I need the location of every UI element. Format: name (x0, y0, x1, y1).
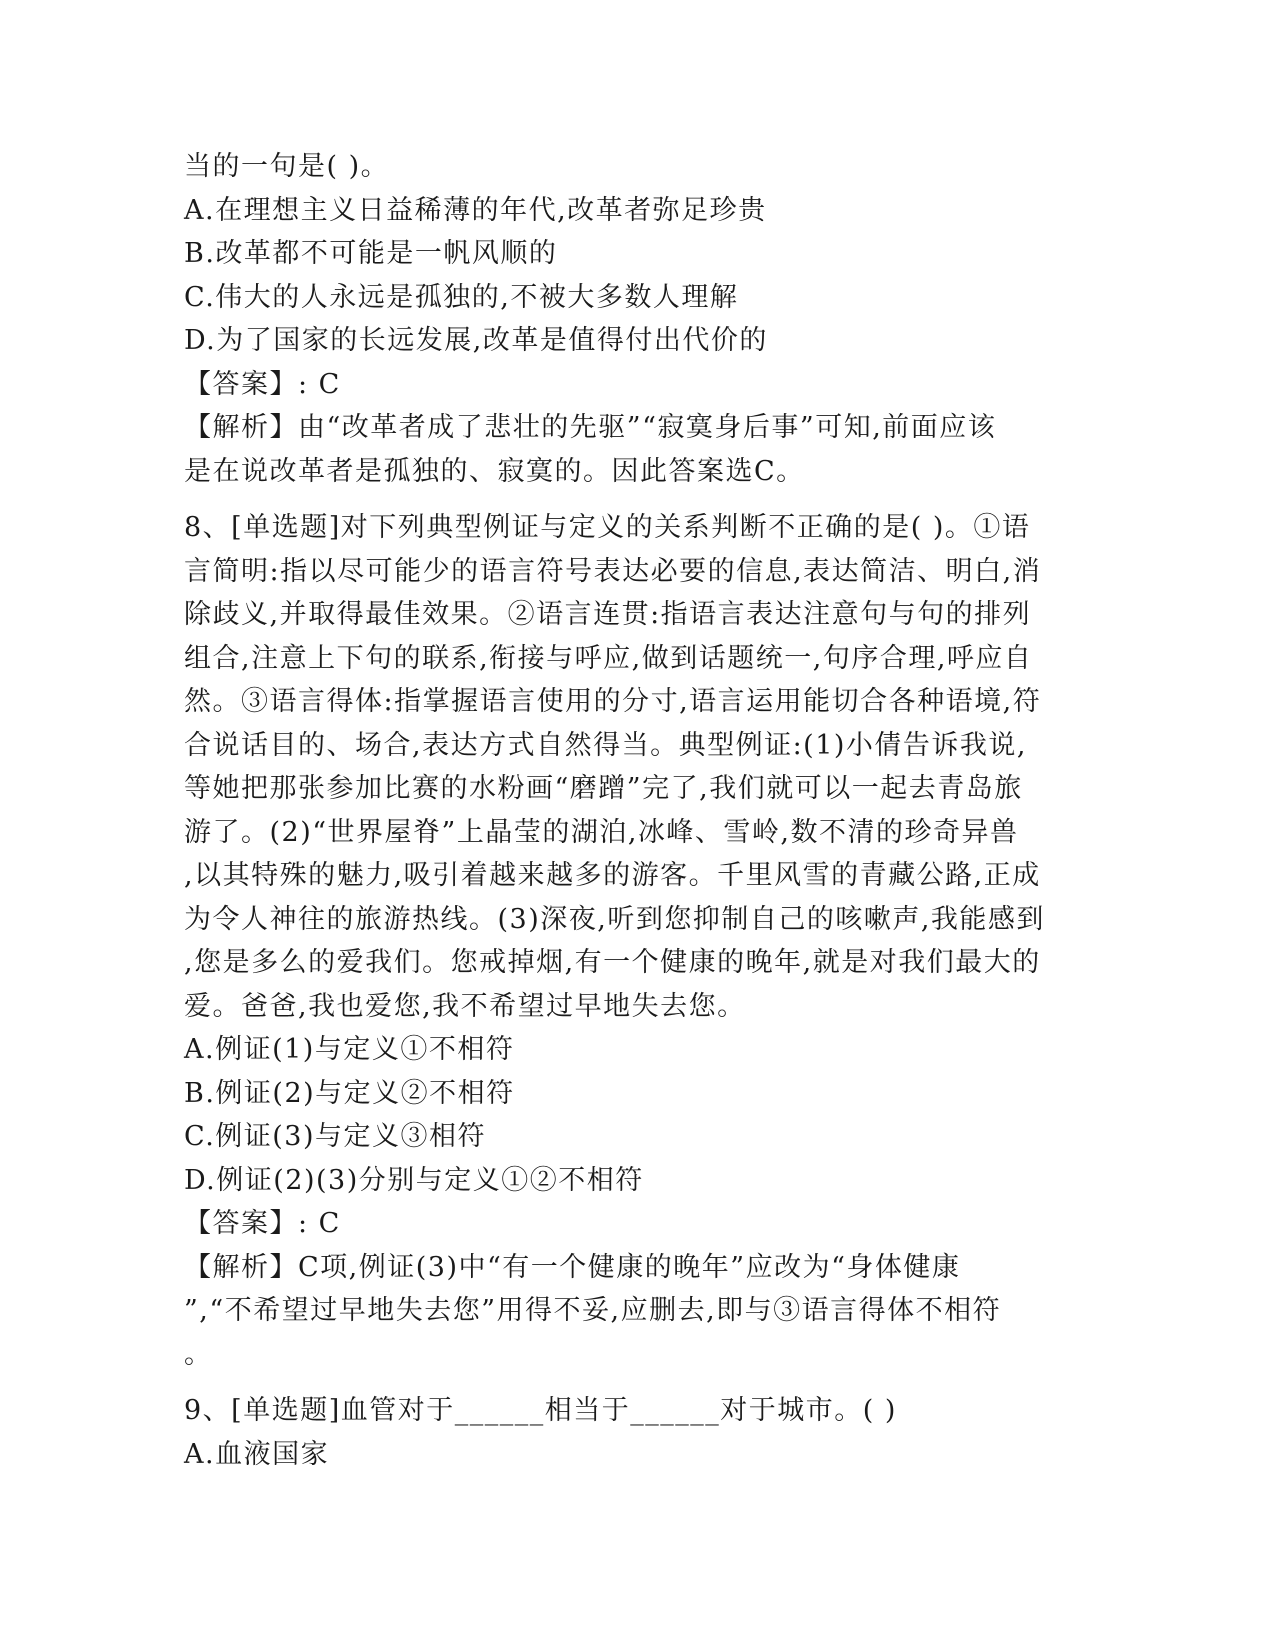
analysis-line: 。 (184, 1338, 213, 1370)
document-page (184, 145, 1089, 1476)
option-b: B.改革都不可能是一帆风顺的 (184, 238, 558, 269)
analysis-line: ”,“不希望过早地失去您”用得不妥,应删去,即与③语言得体不相符 (184, 1295, 1002, 1326)
question-stem-line: 除歧义,并取得最佳效果。②语言连贯:指语言表达注意句与句的排列 (184, 599, 1032, 630)
analysis-line: 是在说改革者是孤独的、寂寞的。因此答案选C。 (184, 455, 805, 487)
option-a: A.在理想主义日益稀薄的年代,改革者弥足珍贵 (184, 194, 767, 226)
analysis-line: 【解析】由“改革者成了悲壮的先驱”“寂寞身后事”可知,前面应该 (184, 412, 997, 443)
option-d: D.为了国家的长远发展,改革是值得付出代价的 (184, 325, 768, 356)
option-a: A.血液国家 (184, 1438, 330, 1470)
question-stem-line: ,您是多么的爱我们。您戒掉烟,有一个健康的晚年,就是对我们最大的 (184, 947, 1041, 978)
question-stem-line: 8、[单选题]对下列典型例证与定义的关系判断不正确的是( )。①语 (184, 512, 1031, 543)
question-stem-line: 组合,注意上下句的联系,衔接与呼应,做到话题统一,句序合理,呼应自 (184, 642, 1033, 674)
option-c: C.伟大的人永远是孤独的,不被大多数人理解 (184, 281, 739, 313)
question-stem-line: 游了。(2)“世界屋脊”上晶莹的湖泊,冰峰、雪岭,数不清的珍奇异兽 (184, 816, 1019, 848)
question-stem-line: 言简明:指以尽可能少的语言符号表达必要的信息,表达简洁、明白,消 (184, 555, 1042, 587)
question-stem-line: 等她把那张参加比赛的水粉画“磨蹭”完了,我们就可以一起去青岛旅 (184, 773, 1023, 804)
answer: 【答案】: C (184, 368, 341, 400)
spacer (184, 493, 1089, 506)
question-stem: 9、[单选题]血管对于______相当于______对于城市。( ) (184, 1395, 897, 1426)
option-b: B.例证(2)与定义②不相符 (184, 1077, 515, 1109)
question-stem-line: 然。③语言得体:指掌握语言使用的分寸,语言运用能切合各种语境,符 (184, 686, 1042, 717)
question-9 (184, 1389, 1089, 1476)
question-stem-line: 爱。爸爸,我也爱您,我不希望过早地失去您。 (184, 990, 746, 1022)
question-8 (184, 506, 1089, 1376)
spacer (184, 1376, 1089, 1389)
option-c: C.例证(3)与定义③相符 (184, 1121, 487, 1152)
question-stem-line: 合说话目的、场合,表达方式自然得当。典型例证:(1)小倩告诉我说, (184, 729, 1028, 761)
analysis-line: 【解析】C项,例证(3)中“有一个健康的晚年”应改为“身体健康 (184, 1251, 961, 1283)
question-stem: 当的一句是( )。 (184, 151, 390, 182)
question-stem-line: ,以其特殊的魅力,吸引着越来越多的游客。千里风雪的青藏公路,正成 (184, 860, 1041, 891)
answer: 【答案】: C (184, 1208, 341, 1239)
option-a: A.例证(1)与定义①不相符 (184, 1034, 515, 1065)
question-7 (184, 145, 1089, 493)
question-stem-line: 为令人神往的旅游热线。(3)深夜,听到您抑制自己的咳嗽声,我能感到 (184, 903, 1045, 935)
option-d: D.例证(2)(3)分别与定义①②不相符 (184, 1164, 644, 1196)
